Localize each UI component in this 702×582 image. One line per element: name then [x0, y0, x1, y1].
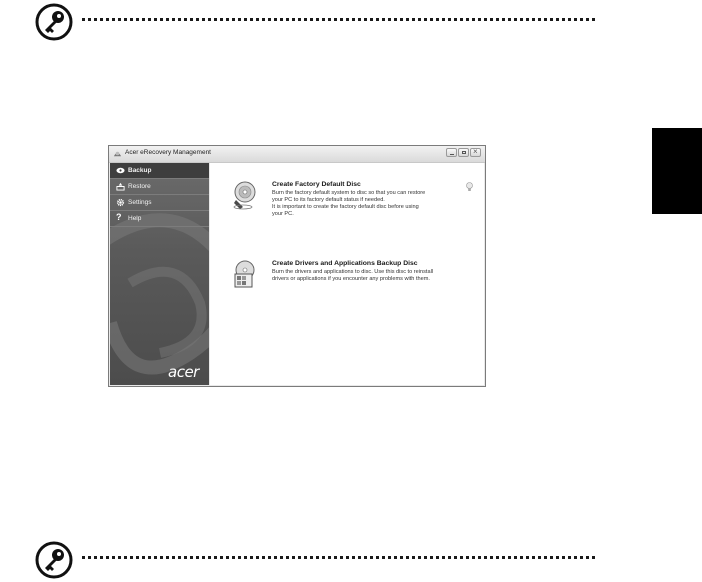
- desc-line: It is important to create the factory default disc before using: [272, 204, 419, 210]
- sidebar-decoration: [110, 203, 209, 383]
- maximize-button[interactable]: [458, 148, 469, 157]
- note-key-icon: [34, 540, 74, 580]
- sidebar: [110, 163, 209, 385]
- dotted-rule-top: [82, 18, 595, 21]
- sidebar-item-label: Settings: [128, 199, 152, 206]
- chapter-tab: [652, 128, 702, 214]
- option-desc-factory-disc: [272, 190, 462, 218]
- dotted-rule-bottom: [82, 556, 595, 559]
- desc-line: Burn the factory default system to disc so that you can restore: [272, 190, 426, 196]
- sidebar-item-settings[interactable]: [110, 195, 209, 211]
- question-icon: ?: [116, 212, 122, 222]
- desc-line: your PC to its factory default status if needed.: [272, 197, 385, 203]
- restore-icon: [116, 182, 125, 191]
- app-icon: [113, 149, 122, 158]
- sidebar-item-backup[interactable]: [110, 163, 209, 179]
- main-panel: [210, 163, 484, 385]
- option-title-factory-disc[interactable]: Create Factory Default Disc: [272, 181, 361, 188]
- close-button[interactable]: [470, 148, 481, 157]
- desc-line: Burn the drivers and applications to disc. Use this disc to reinstall: [272, 269, 434, 275]
- desc-line: drivers or applications if you encounter any problems with them.: [272, 276, 430, 282]
- apps-disc-icon[interactable]: [230, 259, 260, 289]
- acer-logo: acer: [168, 363, 199, 381]
- note-key-icon: [34, 2, 74, 42]
- desc-line: your PC.: [272, 211, 294, 217]
- option-title-drivers-disc[interactable]: Create Drivers and Applications Backup Disc: [272, 260, 418, 267]
- lightbulb-icon[interactable]: [466, 182, 473, 192]
- sidebar-item-label: Help: [128, 215, 142, 222]
- disc-icon: [116, 166, 125, 175]
- gear-icon: [116, 198, 125, 207]
- window-title: Acer eRecovery Management: [125, 149, 211, 156]
- erecovery-window: [108, 145, 486, 387]
- option-desc-drivers-disc: [272, 269, 472, 283]
- window-controls: [446, 148, 481, 157]
- sidebar-item-help[interactable]: [110, 211, 209, 227]
- minimize-button[interactable]: [446, 148, 457, 157]
- sidebar-item-label: Backup: [128, 167, 152, 174]
- disc-burn-icon[interactable]: [230, 180, 260, 210]
- sidebar-item-label: Restore: [128, 183, 151, 190]
- title-bar: [109, 146, 485, 163]
- sidebar-item-restore[interactable]: [110, 179, 209, 195]
